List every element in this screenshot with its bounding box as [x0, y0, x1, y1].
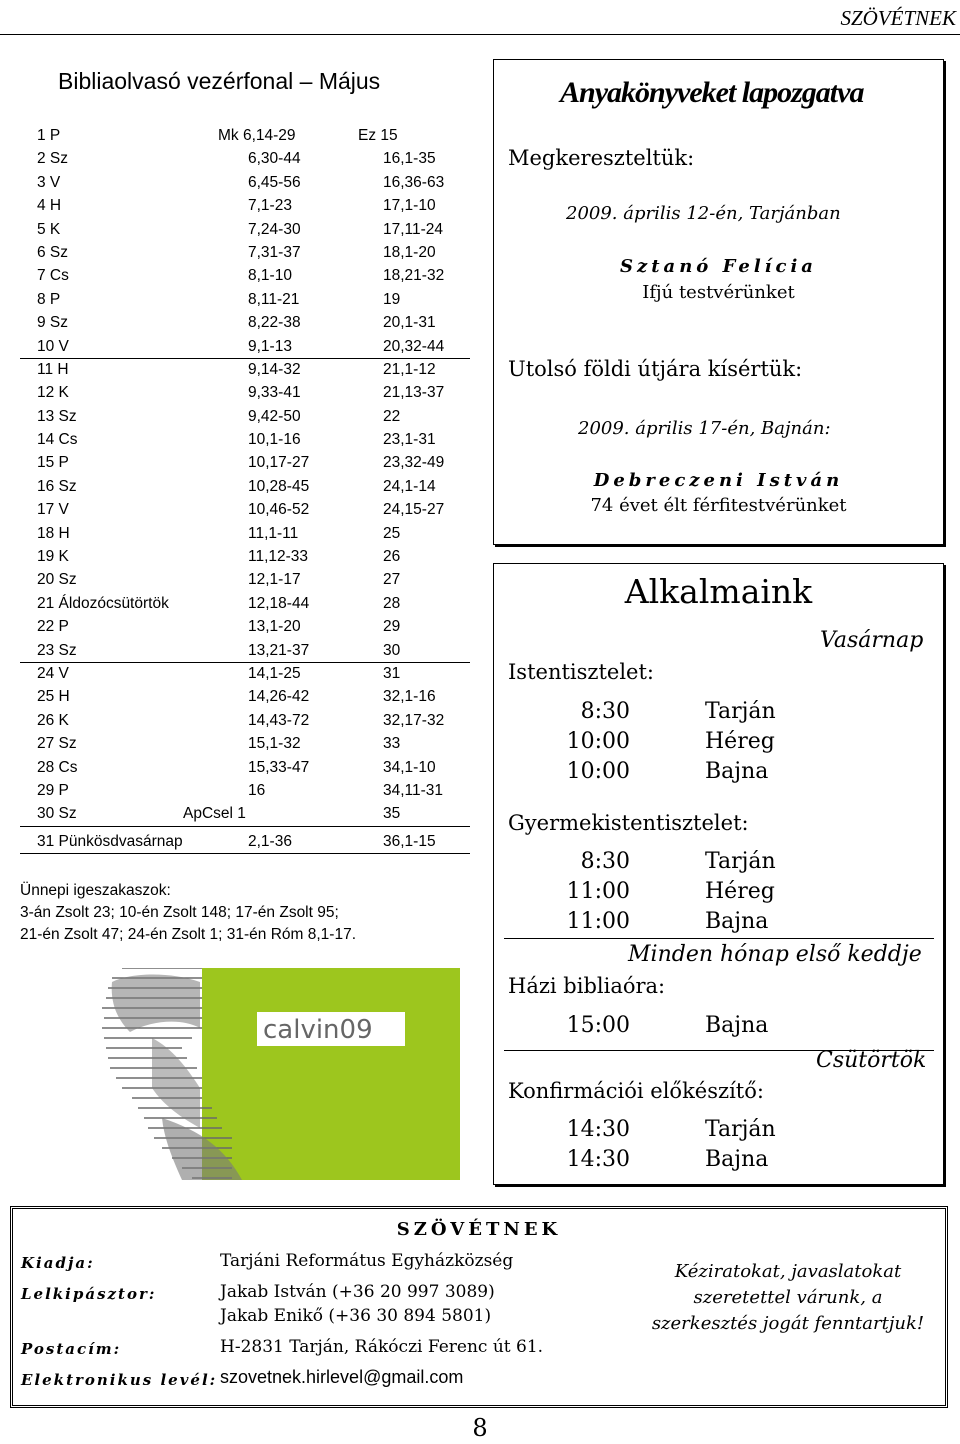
- reading-row: [20, 686, 470, 709]
- address-value: H-2831 Tarján, Rákóczi Ferenc út 61.: [220, 1337, 544, 1357]
- colophon-box: [10, 1206, 948, 1408]
- reading-ezekiel: 21,13-37: [383, 384, 445, 402]
- reading-ezekiel: 17,1-10: [383, 197, 436, 215]
- baptism-date: 2009. április 12-én, Tarjánban: [566, 203, 841, 224]
- reading-row: [20, 242, 470, 265]
- reading-row: [20, 312, 470, 335]
- reading-row: [20, 172, 470, 195]
- funeral-date: 2009. április 17-én, Bajnán:: [578, 418, 831, 439]
- reading-mark: 12,18-44: [248, 594, 310, 612]
- reading-ezekiel: 34,1-10: [383, 758, 436, 776]
- reading-ezekiel: 30: [383, 641, 401, 659]
- colophon-title: SZÖVÉTNEK: [396, 1219, 562, 1240]
- schedule-place: Tarján: [705, 1117, 776, 1142]
- reading-mark: 14,43-72: [248, 711, 310, 729]
- reading-ezekiel: 20,1-31: [383, 314, 436, 332]
- reading-day: 31 Pünkösdvasárnap: [37, 832, 183, 850]
- reading-ezekiel: 23,32-49: [383, 454, 445, 472]
- reading-ezekiel: 34,11-31: [383, 781, 444, 799]
- reading-row: [20, 710, 470, 733]
- schedule-time: 10:00: [566, 759, 630, 784]
- reading-row: [20, 640, 470, 663]
- reading-ezekiel: 32,1-16: [383, 688, 436, 706]
- reading-day: 3 V: [37, 173, 61, 191]
- schedule-place: Bajna: [705, 1013, 769, 1038]
- reading-mark: 7,31-37: [248, 243, 301, 261]
- reading-ezekiel: 18,21-32: [383, 267, 445, 285]
- reading-row: [20, 219, 470, 242]
- email-label: Elektronikus levél:: [21, 1371, 218, 1389]
- reading-mark: 9,33-41: [248, 384, 301, 402]
- reading-mark: ApCsel 1: [183, 805, 246, 823]
- reading-mark: 9,1-13: [248, 337, 292, 355]
- reading-day: 19 K: [37, 548, 69, 566]
- reading-day: 23 Sz: [37, 641, 77, 659]
- reading-day: 26 K: [37, 711, 69, 729]
- reading-plan-title: Bibliaolvasó vezérfonal – Május: [58, 68, 381, 94]
- reading-mark: 10,46-52: [248, 501, 310, 519]
- reading-day: 4 H: [37, 197, 62, 215]
- schedule-time: 15:00: [566, 1013, 630, 1038]
- records-title: Anyakönyveket lapozgatva: [560, 76, 864, 109]
- reading-mark: Mk 6,14-29: [218, 127, 296, 144]
- reading-day: 20 Sz: [37, 571, 77, 589]
- reading-day: 1 P: [37, 127, 61, 144]
- page-number: 8: [472, 1414, 488, 1442]
- reading-day: 17 V: [37, 501, 69, 519]
- schedule-time: 14:30: [566, 1117, 630, 1142]
- reading-mark: 8,11-21: [248, 290, 300, 308]
- reading-mark: 8,1-10: [248, 267, 292, 285]
- reading-row: [20, 569, 470, 592]
- reading-ezekiel: Ez 15: [358, 127, 398, 144]
- reading-row: [20, 593, 470, 616]
- reading-ezekiel: 31: [383, 664, 401, 682]
- reading-day: 8 P: [37, 290, 61, 308]
- reading-mark: 7,1-23: [248, 197, 292, 215]
- services-title: Alkalmaink: [624, 572, 813, 611]
- reading-day: 18 H: [37, 524, 70, 542]
- funeral-label: Utolsó földi útjára kísértük:: [508, 357, 803, 381]
- reading-plan-table: [20, 125, 470, 854]
- reading-day: 12 K: [37, 384, 69, 402]
- reading-row: [20, 546, 470, 569]
- reading-row: [20, 803, 470, 826]
- reading-row: [20, 831, 470, 854]
- reading-row: [20, 499, 470, 522]
- logo-text: calvin09: [263, 1015, 373, 1045]
- publisher-label: Kiadja:: [21, 1254, 95, 1272]
- reading-day: 13 Sz: [37, 407, 77, 425]
- feast-line: 3-án Zsolt 23; 10-én Zsolt 148; 17-én Zsolt 95;: [20, 904, 339, 921]
- reading-ezekiel: 24,15-27: [383, 501, 445, 519]
- reading-day: 25 H: [37, 688, 70, 706]
- reading-ezekiel: 20,32-44: [383, 337, 445, 355]
- reading-ezekiel: 16,36-63: [383, 173, 445, 191]
- reading-row: [20, 195, 470, 218]
- reading-ezekiel: 36,1-15: [383, 832, 436, 850]
- funeral-description: 74 évet élt férfitestvérünket: [590, 495, 847, 516]
- reading-row: [20, 663, 470, 686]
- schedule-place: Tarján: [705, 849, 776, 874]
- reading-ezekiel: 27: [383, 571, 401, 589]
- divider: [504, 938, 934, 939]
- reading-mark: 10,17-27: [248, 454, 310, 472]
- reading-mark: 6,45-56: [248, 173, 301, 191]
- schedule-time: 11:00: [566, 909, 630, 934]
- reading-day: 22 P: [37, 618, 69, 636]
- schedule-time: 8:30: [580, 849, 630, 874]
- reading-ezekiel: 25: [383, 524, 401, 542]
- reading-day: 5 K: [37, 220, 61, 238]
- reading-mark: 11,12-33: [248, 548, 309, 566]
- reading-mark: 6,30-44: [248, 150, 301, 168]
- reading-mark: 14,26-42: [248, 688, 310, 706]
- reading-ezekiel: 16,1-35: [383, 150, 436, 168]
- reading-row: [20, 429, 470, 452]
- reading-row: [20, 265, 470, 288]
- reading-mark: 13,1-20: [248, 618, 301, 636]
- reading-row: [20, 406, 470, 429]
- bible-study-label: Házi bibliaóra:: [508, 974, 666, 998]
- reading-row: [20, 336, 470, 359]
- sunday-label: Vasárnap: [820, 628, 924, 653]
- reading-day: 7 Cs: [37, 267, 69, 285]
- reading-day: 21 Áldozócsütörtök: [37, 594, 169, 612]
- schedule-time: 11:00: [566, 879, 630, 904]
- reading-row: [20, 125, 470, 148]
- schedule-time: 14:30: [566, 1147, 630, 1172]
- address-label: Postacím:: [21, 1340, 122, 1358]
- feast-line: 21-én Zsolt 47; 24-én Zsolt 1; 31-én Róm 8,1-17.: [20, 926, 357, 943]
- reading-mark: 9,14-32: [248, 360, 301, 378]
- reading-day: 2 Sz: [37, 150, 69, 168]
- schedule-place: Héreg: [705, 879, 775, 904]
- reading-mark: 11,1-11: [248, 524, 299, 542]
- pastor-label: Lelkipásztor:: [21, 1285, 157, 1303]
- schedule-time: 8:30: [580, 699, 630, 724]
- reading-ezekiel: 23,1-31: [383, 431, 436, 449]
- feast-title: Ünnepi igeszakaszok:: [20, 882, 171, 899]
- reading-row: [20, 523, 470, 546]
- reading-day: 29 P: [37, 781, 69, 799]
- schedule-place: Bajna: [705, 909, 769, 934]
- reading-ezekiel: 29: [383, 618, 401, 636]
- reading-ezekiel: 17,11-24: [383, 220, 444, 238]
- reading-mark: 2,1-36: [248, 832, 292, 850]
- baptism-description: Ifjú testvérünket: [642, 282, 795, 303]
- reading-ezekiel: 22: [383, 407, 401, 425]
- reading-row: [20, 382, 470, 405]
- schedule-place: Bajna: [705, 1147, 769, 1172]
- newsletter-header: SZÖVÉTNEK: [840, 6, 956, 30]
- reading-day: 14 Cs: [37, 431, 78, 449]
- reading-ezekiel: 35: [383, 805, 401, 823]
- email-link[interactable]: szovetnek.hirlevel@gmail.com: [220, 1367, 464, 1387]
- reading-row: [20, 452, 470, 475]
- monthly-label: Minden hónap első keddje: [628, 942, 922, 967]
- reading-row: [20, 289, 470, 312]
- reading-row: [20, 733, 470, 756]
- reading-ezekiel: 24,1-14: [383, 477, 436, 495]
- service-label: Istentisztelet:: [508, 660, 654, 684]
- baptized-label: Megkereszteltük:: [508, 146, 695, 170]
- reading-day: 6 Sz: [37, 243, 69, 261]
- reading-mark: 15,33-47: [248, 758, 310, 776]
- reading-mark: 13,21-37: [248, 641, 310, 659]
- reading-mark: 7,24-30: [248, 220, 301, 238]
- reading-mark: 12,1-17: [248, 571, 301, 589]
- reading-ezekiel: 21,1-12: [383, 360, 436, 378]
- reading-mark: 15,1-32: [248, 735, 301, 753]
- reading-mark: 16: [248, 781, 266, 799]
- reading-mark: 9,42-50: [248, 407, 301, 425]
- pastor-value: Jakab István (+36 20 997 3089): [220, 1282, 495, 1302]
- schedule-place: Héreg: [705, 729, 775, 754]
- services-box: [493, 563, 944, 1185]
- reading-mark: 8,22-38: [248, 314, 301, 332]
- reading-ezekiel: 19: [383, 290, 401, 308]
- confirmation-label: Konfirmációi előkészítő:: [508, 1079, 764, 1103]
- reading-row: [20, 780, 470, 803]
- reading-mark: 14,1-25: [248, 664, 301, 682]
- reading-ezekiel: 33: [383, 735, 401, 753]
- reading-day: 15 P: [37, 454, 69, 472]
- publisher-value: Tarjáni Református Egyházközség: [220, 1251, 514, 1271]
- reading-row: [20, 616, 470, 639]
- calvin09-logo: [82, 968, 460, 1180]
- schedule-place: Bajna: [705, 759, 769, 784]
- parish-records-box: [493, 59, 944, 545]
- reading-day: 9 Sz: [37, 314, 69, 332]
- thursday-label: Csütörtök: [816, 1048, 927, 1073]
- schedule-time: 10:00: [566, 729, 630, 754]
- reading-ezekiel: 32,17-32: [383, 711, 445, 729]
- reading-day: 10 V: [37, 337, 69, 355]
- reading-day: 27 Sz: [37, 735, 77, 753]
- header-rule: [0, 34, 960, 35]
- logo-green-panel: [202, 968, 460, 1180]
- reading-ezekiel: 28: [383, 594, 401, 612]
- reading-row: [20, 359, 470, 382]
- reading-day: 11 H: [37, 360, 69, 378]
- reading-ezekiel: 26: [383, 548, 401, 566]
- reading-row: [20, 476, 470, 499]
- baptism-name: Sztanó Felícia: [620, 256, 817, 277]
- reading-mark: 10,1-16: [248, 431, 301, 449]
- reading-day: 28 Cs: [37, 758, 78, 776]
- children-service-label: Gyermekistentisztelet:: [508, 811, 749, 835]
- funeral-name: Debreczeni István: [593, 470, 844, 491]
- reading-row: [20, 757, 470, 780]
- editorial-note: Kéziratokat, javaslatokat szeretettel várunk, a szerkesztés jogát fenntartjuk!: [651, 1261, 925, 1334]
- reading-day: 16 Sz: [37, 477, 77, 495]
- reading-ezekiel: 18,1-20: [383, 243, 436, 261]
- feast-readings: [20, 880, 460, 946]
- reading-day: 30 Sz: [37, 805, 77, 823]
- reading-day: 24 V: [37, 664, 69, 682]
- schedule-place: Tarján: [705, 699, 776, 724]
- pastor-value: Jakab Enikő (+36 30 894 5801): [220, 1306, 492, 1326]
- reading-row: [20, 148, 470, 171]
- reading-mark: 10,28-45: [248, 477, 310, 495]
